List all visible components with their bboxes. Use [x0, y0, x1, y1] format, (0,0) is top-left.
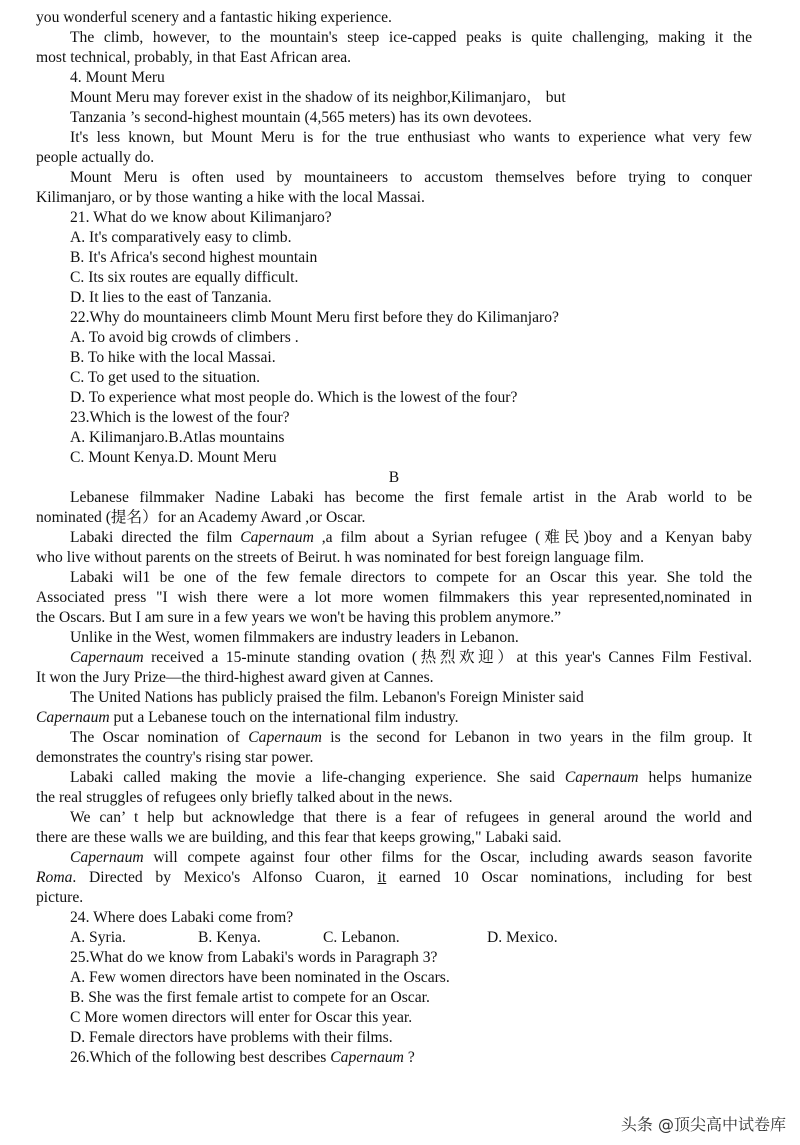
question-stem: 23.Which is the lowest of the four?	[70, 409, 290, 426]
question-stem	[36, 1048, 752, 1068]
source-watermark: 头条 @顶尖高中试卷库	[620, 1115, 786, 1134]
text-line	[36, 728, 752, 748]
underlined-word: it	[377, 869, 387, 886]
text-line: The climb, however, to the mountain's steep ice-capped peaks is quite challenging, making it the	[70, 29, 752, 46]
text-line: picture.	[36, 889, 84, 906]
text-line	[36, 648, 752, 668]
text-line: Tanzania ’s second-highest mountain (4,565 meters) has its own devotees.	[70, 109, 532, 126]
film-title: Capernaum	[248, 729, 322, 746]
text-line: Mount Meru is often used by mountaineers to accustom themselves before trying to conquer	[70, 169, 752, 186]
text-line: people actually do.	[36, 149, 155, 166]
answer-option: D. To experience what most people do. Which is the lowest of the four?	[70, 389, 518, 406]
text-line: Unlike in the West, women filmmakers are industry leaders in Lebanon.	[70, 629, 519, 646]
answer-option: D. Female directors have problems with their films.	[70, 1029, 393, 1046]
text-line	[36, 708, 752, 728]
answer-option: C. Mount Kenya.D. Mount Meru	[70, 449, 277, 466]
answer-options-row	[36, 928, 752, 948]
answer-option: C. Its six routes are equally difficult.	[70, 269, 299, 286]
text-span: earned 10 Oscar nominations, including for best	[386, 869, 752, 886]
text-span: will compete against four other films for the Oscar, including awards season favorite	[143, 849, 752, 866]
text-line	[36, 848, 752, 868]
text-span: ,a film about a Syrian refugee (难民)boy and a Kenyan baby	[313, 529, 753, 546]
text-span: is the second for Lebanon in two years in the film group. It	[321, 729, 753, 746]
text-line: The United Nations has publicly praised the film. Lebanon's Foreign Minister said	[70, 689, 584, 706]
document-page	[36, 8, 752, 1068]
answer-option: D. It lies to the east of Tanzania.	[70, 289, 272, 306]
film-title: Capernaum	[70, 849, 144, 866]
text-line: It won the Jury Prize—the third-highest award given at Cannes.	[36, 669, 434, 686]
answer-option: B. Kenya.	[198, 929, 261, 946]
answer-option: B. She was the first female artist to compete for an Oscar.	[70, 989, 430, 1006]
text-line: Labaki wil1 be one of the few female directors to compete for an Oscar this year. She told the	[70, 569, 752, 586]
text-line: Associated press "I wish there were a lot more women filmmakers this year represented,nominated in	[36, 589, 752, 606]
text-line: the real struggles of refugees only briefly talked about in the news.	[36, 789, 453, 806]
answer-option: C. Lebanon.	[323, 929, 400, 946]
text-line: you wonderful scenery and a fantastic hiking experience.	[36, 9, 392, 26]
answer-option: B. It's Africa's second highest mountain	[70, 249, 318, 266]
text-span: ?	[403, 1049, 415, 1066]
answer-option: B. To hike with the local Massai.	[70, 349, 276, 366]
text-line: Mount Meru may forever exist in the shadow of its neighbor,Kilimanjaro， but	[70, 89, 566, 106]
question-stem: 22.Why do mountaineers climb Mount Meru first before they do Kilimanjaro?	[70, 309, 559, 326]
text-span: Labaki called making the movie a life-changing experience. She said	[70, 769, 565, 786]
text-line: who live without parents on the streets of Beirut. h was nominated for best foreign language film.	[36, 549, 645, 566]
text-line	[36, 768, 752, 788]
answer-option: A. It's comparatively easy to climb.	[70, 229, 292, 246]
text-span: put a Lebanese touch on the international film industry.	[109, 709, 459, 726]
text-line: demonstrates the country's rising star power.	[36, 749, 314, 766]
text-line: Lebanese filmmaker Nadine Labaki has become the first female artist in the Arab world to be	[70, 489, 752, 506]
text-span: Labaki directed the film	[70, 529, 241, 546]
question-stem: 21. What do we know about Kilimanjaro?	[70, 209, 332, 226]
text-line	[36, 868, 752, 888]
film-title: Capernaum	[330, 1049, 404, 1066]
film-title: Capernaum	[70, 649, 144, 666]
text-span: The Oscar nomination of	[70, 729, 249, 746]
film-title: Roma	[36, 869, 73, 886]
question-stem: 24. Where does Labaki come from?	[70, 909, 294, 926]
text-span: 26.Which of the following best describes	[70, 1049, 331, 1066]
film-title: Capernaum	[36, 709, 110, 726]
answer-option: A. Kilimanjaro.B.Atlas mountains	[70, 429, 285, 446]
section-title: B	[388, 469, 400, 486]
answer-option: D. Mexico.	[487, 929, 558, 946]
answer-option: A. Syria.	[70, 929, 126, 946]
text-span: . Directed by Mexico's Alfonso Cuaron,	[72, 869, 378, 886]
answer-option: A. Few women directors have been nominated in the Oscars.	[70, 969, 450, 986]
text-line: It's less known, but Mount Meru is for the true enthusiast who wants to experience what very few	[70, 129, 752, 146]
question-stem: 25.What do we know from Labaki's words in Paragraph 3?	[70, 949, 438, 966]
text-span: helps humanize	[638, 769, 752, 786]
text-line: nominated (提名）for an Academy Award ,or Oscar.	[36, 509, 366, 526]
text-line: Kilimanjaro, or by those wanting a hike with the local Massai.	[36, 189, 425, 206]
text-span: received a 15-minute standing ovation (热烈欢迎）at this year's Cannes Film Festival.	[143, 649, 752, 666]
text-line: the Oscars. But I am sure in a few years we won't be having this problem anymore.”	[36, 609, 562, 626]
text-line: there are these walls we are building, and this fear that keeps growing," Labaki said.	[36, 829, 562, 846]
answer-option: A. To avoid big crowds of climbers .	[70, 329, 299, 346]
film-title: Capernaum	[240, 529, 314, 546]
film-title: Capernaum	[564, 769, 639, 786]
answer-option: C. To get used to the situation.	[70, 369, 261, 386]
answer-option: C More women directors will enter for Oscar this year.	[70, 1009, 413, 1026]
text-line	[36, 528, 752, 548]
section-heading: 4. Mount Meru	[70, 69, 165, 86]
text-line: most technical, probably, in that East African area.	[36, 49, 352, 66]
text-line: We can’ t help but acknowledge that there is a fear of refugees in general around the world and	[70, 809, 752, 826]
